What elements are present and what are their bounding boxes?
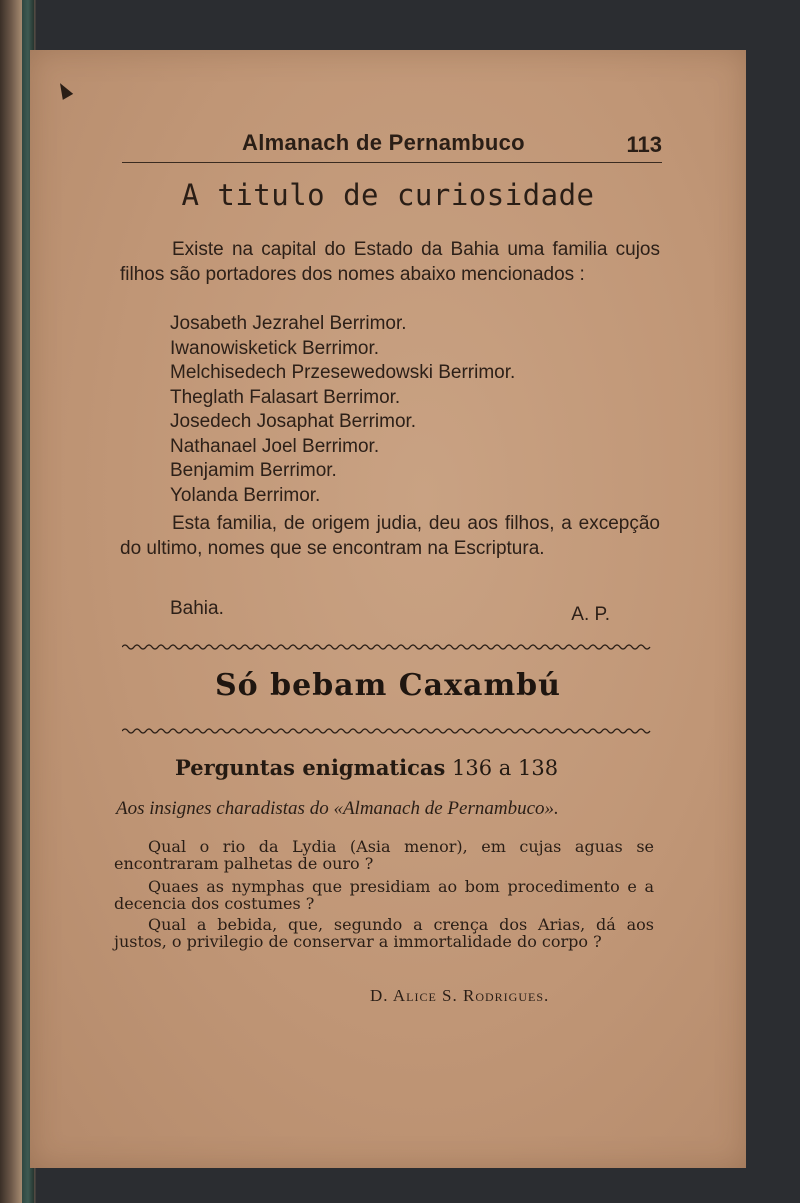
puzzle-dedication: Aos insignes charadistas do «Almanach de Pernambuco». bbox=[116, 798, 559, 819]
list-item: Nathanael Joel Berrimor. bbox=[170, 435, 380, 457]
puzzle-question: Quaes as nymphas que presidiam ao bom procedimento e a decencia dos costumes ? bbox=[114, 877, 654, 913]
puzzle-heading-range: 136 a 138 bbox=[452, 756, 559, 780]
book-page bbox=[30, 50, 746, 1168]
puzzle-question: Qual a bebida, que, segundo a crença dos Arias, dá aos justos, o privilegio de conservar a immortalidade do corpo ? bbox=[114, 915, 654, 951]
corner-mark-icon bbox=[55, 80, 73, 100]
header-rule bbox=[122, 162, 662, 163]
article-title: A titulo de curiosidade bbox=[181, 178, 595, 212]
list-item: Iwanowisketick Berrimor. bbox=[170, 337, 380, 359]
list-item: Yolanda Berrimor. bbox=[170, 484, 321, 506]
page-number: 113 bbox=[626, 132, 662, 157]
list-item: Josabeth Jezrahel Berrimor. bbox=[170, 313, 407, 334]
page-header bbox=[122, 130, 662, 170]
article-intro: Existe na capital do Estado da Bahia uma familia cujos filhos são portadores dos nomes abaixo mencionados : bbox=[120, 239, 660, 285]
list-item: Josedech Josaphat Berrimor. bbox=[170, 411, 417, 432]
list-item: Benjamim Berrimor. bbox=[170, 460, 337, 481]
list-item: Melchisedech Przesewedowski Berrimor. bbox=[170, 362, 516, 383]
running-title: Almanach de Pernambuco bbox=[242, 130, 525, 155]
article-closing: Esta familia, de origem judia, deu aos filhos, a excepção do ultimo, nomes que se encontram na Escriptura. bbox=[120, 513, 660, 559]
puzzle-author: D. Alice S. Rodrigues. bbox=[370, 986, 550, 1005]
puzzle-question: Qual o rio da Lydia (Asia menor), em cujas aguas se encontraram palhetas de ouro ? bbox=[114, 837, 654, 873]
wavy-divider-bottom bbox=[122, 726, 652, 736]
list-item: Theglath Falasart Berrimor. bbox=[170, 386, 401, 408]
advert-text: Só bebam Caxambú bbox=[215, 668, 561, 703]
signoff-place: Bahia. bbox=[170, 598, 224, 619]
signoff-initials: A. P. bbox=[571, 604, 610, 625]
puzzle-heading bbox=[175, 755, 558, 780]
names-list bbox=[170, 312, 515, 508]
wavy-divider-top bbox=[122, 642, 652, 652]
puzzle-heading-title: Perguntas enigmaticas bbox=[175, 755, 446, 780]
